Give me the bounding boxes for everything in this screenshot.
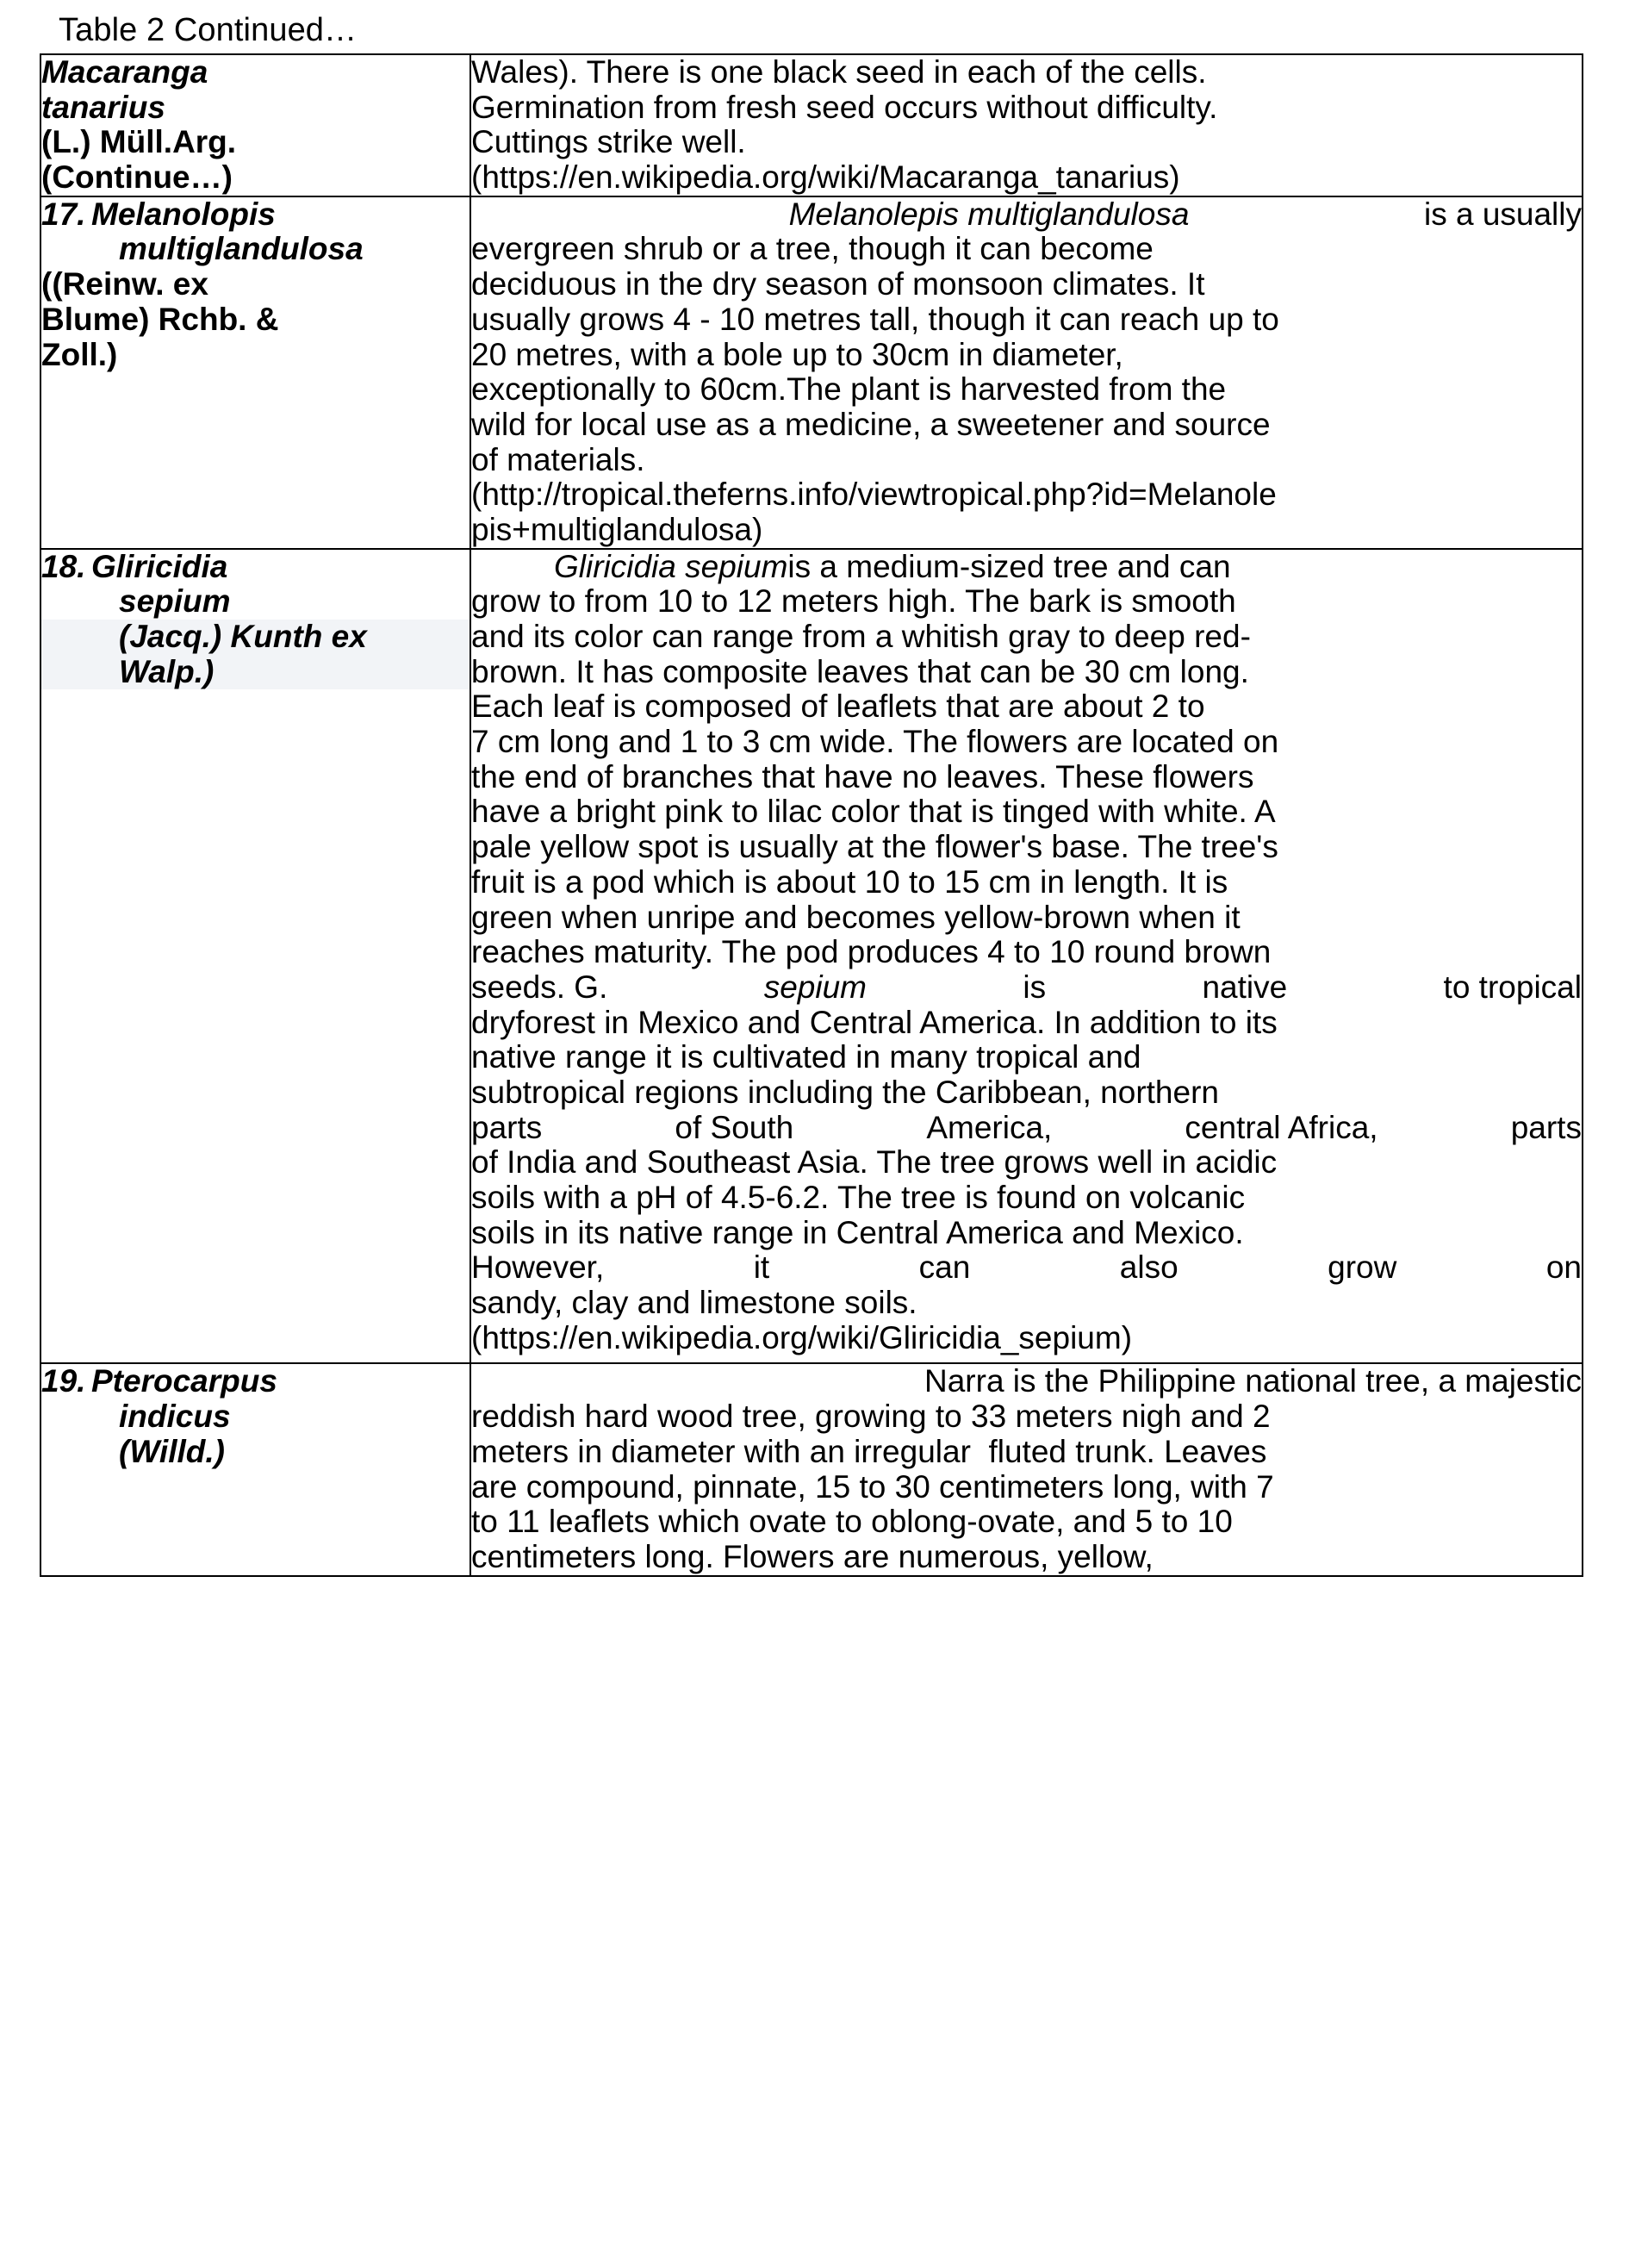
description-line: the end of branches that have no leaves. These flowers bbox=[471, 758, 1254, 794]
species-authority-line: Zoll.) bbox=[41, 336, 118, 372]
description-line-stretched bbox=[471, 970, 1582, 1006]
species-genus: Gliricidia bbox=[91, 548, 228, 584]
description-line: green when unripe and becomes yellow-brown when it bbox=[471, 899, 1241, 935]
description-line: wild for local use as a medicine, a sweetener and source bbox=[471, 406, 1271, 442]
species-authority-line: ((Reinw. ex bbox=[41, 266, 208, 302]
description-line: soils in its native range in Central America and Mexico. bbox=[471, 1214, 1244, 1250]
description-first-line bbox=[471, 550, 1582, 585]
description-text bbox=[471, 197, 1582, 548]
description-line: are compound, pinnate, 15 to 30 centimeters long, with 7 bbox=[471, 1468, 1274, 1505]
description-line: have a bright pink to lilac color that is tinged with white. A bbox=[471, 794, 1276, 830]
species-table bbox=[40, 53, 1583, 1577]
species-name-cell bbox=[40, 549, 470, 1364]
description-line: fruit is a pod which is about 10 to 15 cm in length. It is bbox=[471, 863, 1228, 900]
description-first-line: Narra is the Philippine national tree, a majestic bbox=[471, 1364, 1582, 1399]
segment: parts bbox=[471, 1109, 543, 1145]
species-authority-line-highlighted: Walp.) bbox=[41, 655, 470, 690]
segment: However, bbox=[471, 1249, 605, 1286]
description-line-rest: is a medium-sized tree and can bbox=[787, 548, 1231, 584]
species-genus: Pterocarpus bbox=[91, 1363, 277, 1399]
entry-number: 17. bbox=[41, 196, 86, 232]
description-text bbox=[471, 1364, 1582, 1574]
description-line: of materials. bbox=[471, 441, 645, 477]
species-epithet: multiglandulosa bbox=[119, 231, 364, 267]
species-entry-number-and-genus bbox=[41, 197, 470, 233]
species-description-cell bbox=[470, 549, 1583, 1364]
description-line: meters in diameter with an irregular fluted trunk. Leaves bbox=[471, 1433, 1267, 1469]
segment: parts bbox=[1510, 1109, 1582, 1145]
species-name-cell bbox=[40, 54, 470, 196]
segment: can bbox=[918, 1249, 971, 1286]
species-epithet: sepium bbox=[119, 583, 231, 620]
description-line: Wales). There is one black seed in each of the cells. bbox=[471, 54, 1207, 90]
source-url: (https://en.wikipedia.org/wiki/Macaranga_tanarius) bbox=[471, 159, 1180, 196]
description-line: Cuttings strike well. bbox=[471, 124, 746, 160]
description-line: usually grows 4 - 10 metres tall, though it can reach up to bbox=[471, 301, 1279, 337]
source-url: (https://en.wikipedia.org/wiki/Gliricidia_sepium) bbox=[471, 1319, 1133, 1355]
species-description-cell bbox=[470, 54, 1583, 196]
description-line: of India and Southeast Asia. The tree grows well in acidic bbox=[471, 1144, 1278, 1181]
description-line: Germination from fresh seed occurs without difficulty. bbox=[471, 89, 1218, 125]
segment: of South bbox=[675, 1109, 794, 1145]
first-line-indent bbox=[471, 1364, 554, 1399]
table-row bbox=[40, 549, 1583, 1364]
table-row bbox=[40, 54, 1583, 196]
segment: seeds. G. bbox=[471, 969, 608, 1005]
description-paragraph bbox=[471, 1364, 1582, 1574]
segment: also bbox=[1119, 1249, 1178, 1286]
description-text bbox=[471, 55, 1582, 196]
description-line-stretched bbox=[471, 1250, 1582, 1286]
description-line: centimeters long. Flowers are numerous, yellow, bbox=[471, 1538, 1154, 1574]
description-line: subtropical regions including the Caribbean, northern bbox=[471, 1074, 1219, 1110]
species-name-cell bbox=[40, 196, 470, 549]
description-paragraph bbox=[471, 55, 1582, 196]
segment: grow bbox=[1328, 1249, 1397, 1286]
table-row bbox=[40, 196, 1583, 549]
species-epithet: tanarius bbox=[41, 89, 165, 125]
segment: is bbox=[1023, 969, 1047, 1005]
description-line: brown. It has composite leaves that can be 30 cm long. bbox=[471, 653, 1249, 689]
first-line-indent bbox=[471, 197, 554, 233]
description-line: reaches maturity. The pod produces 4 to 10 round brown bbox=[471, 934, 1272, 970]
species-description-cell bbox=[470, 196, 1583, 549]
description-line-stretched bbox=[471, 1111, 1582, 1146]
description-line: pale yellow spot is usually at the flower's base. The tree's bbox=[471, 829, 1278, 865]
scientific-name-inline: Melanolepis multiglandulosa bbox=[788, 196, 1190, 232]
description-line: deciduous in the dry season of monsoon climates. It bbox=[471, 266, 1205, 302]
species-entry-number-and-genus bbox=[41, 1364, 470, 1399]
description-paragraph bbox=[471, 197, 1582, 548]
entry-number: 18. bbox=[41, 548, 86, 584]
description-line: evergreen shrub or a tree, though it can become bbox=[471, 231, 1154, 267]
species-name-cell bbox=[40, 1363, 470, 1575]
segment: to tropical bbox=[1443, 969, 1582, 1005]
species-continued-note: (Continue…) bbox=[41, 159, 233, 196]
table-row bbox=[40, 1363, 1583, 1575]
species-name bbox=[41, 550, 470, 690]
description-line: Each leaf is composed of leaflets that are about 2 to bbox=[471, 688, 1205, 725]
segment: it bbox=[753, 1249, 770, 1286]
species-name bbox=[41, 1364, 470, 1469]
species-name bbox=[41, 55, 470, 196]
description-line: 20 metres, with a bole up to 30cm in diameter, bbox=[471, 336, 1123, 372]
segment: America, bbox=[926, 1109, 1053, 1145]
description-line: native range it is cultivated in many tropical and bbox=[471, 1039, 1141, 1075]
source-url: (http://tropical.theferns.info/viewtropical.php?id=Melanole bbox=[471, 477, 1277, 513]
description-line: reddish hard wood tree, growing to 33 meters nigh and 2 bbox=[471, 1399, 1271, 1435]
cell-bottom-spacer bbox=[471, 1355, 1582, 1362]
species-authority-line: Blume) Rchb. & bbox=[41, 301, 279, 337]
species-description-cell bbox=[470, 1363, 1583, 1575]
entry-number: 19. bbox=[41, 1363, 86, 1399]
segment: central Africa, bbox=[1185, 1109, 1378, 1145]
description-line: dryforest in Mexico and Central America. In addition to its bbox=[471, 1004, 1278, 1040]
description-line: to 11 leaflets which ovate to oblong-ovate, and 5 to 10 bbox=[471, 1504, 1233, 1540]
species-authority-line: (Willd.) bbox=[119, 1433, 225, 1469]
description-text bbox=[471, 550, 1582, 1363]
table-caption: Table 2 Continued… bbox=[59, 12, 358, 48]
scientific-name-inline: sepium bbox=[763, 969, 867, 1005]
species-genus: Melanolopis bbox=[91, 196, 276, 232]
source-url-continued: pis+multiglandulosa) bbox=[471, 511, 763, 547]
description-line: 7 cm long and 1 to 3 cm wide. The flowers are located on bbox=[471, 724, 1279, 760]
species-authority-line-highlighted: (Jacq.) Kunth ex bbox=[41, 620, 470, 655]
segment: native bbox=[1202, 969, 1288, 1005]
description-paragraph bbox=[471, 550, 1582, 1356]
segment: on bbox=[1545, 1249, 1582, 1286]
description-line: sandy, clay and limestone soils. bbox=[471, 1285, 917, 1321]
species-epithet: indicus bbox=[119, 1399, 231, 1435]
description-line: and its color can range from a whitish gray to deep red- bbox=[471, 619, 1251, 654]
species-authority-line: (L.) Müll.Arg. bbox=[41, 124, 237, 160]
scientific-name-inline: Gliricidia sepium bbox=[554, 548, 788, 584]
species-entry-number-and-genus bbox=[41, 550, 470, 585]
description-line: grow to from 10 to 12 meters high. The bark is smooth bbox=[471, 583, 1236, 620]
description-line: exceptionally to 60cm.The plant is harvested from the bbox=[471, 371, 1227, 408]
description-line-rest: is a usually bbox=[1423, 196, 1582, 232]
description-first-line bbox=[471, 197, 1582, 233]
species-name bbox=[41, 197, 470, 372]
description-line: soils with a pH of 4.5-6.2. The tree is found on volcanic bbox=[471, 1180, 1246, 1215]
species-genus: Macaranga bbox=[41, 54, 208, 90]
